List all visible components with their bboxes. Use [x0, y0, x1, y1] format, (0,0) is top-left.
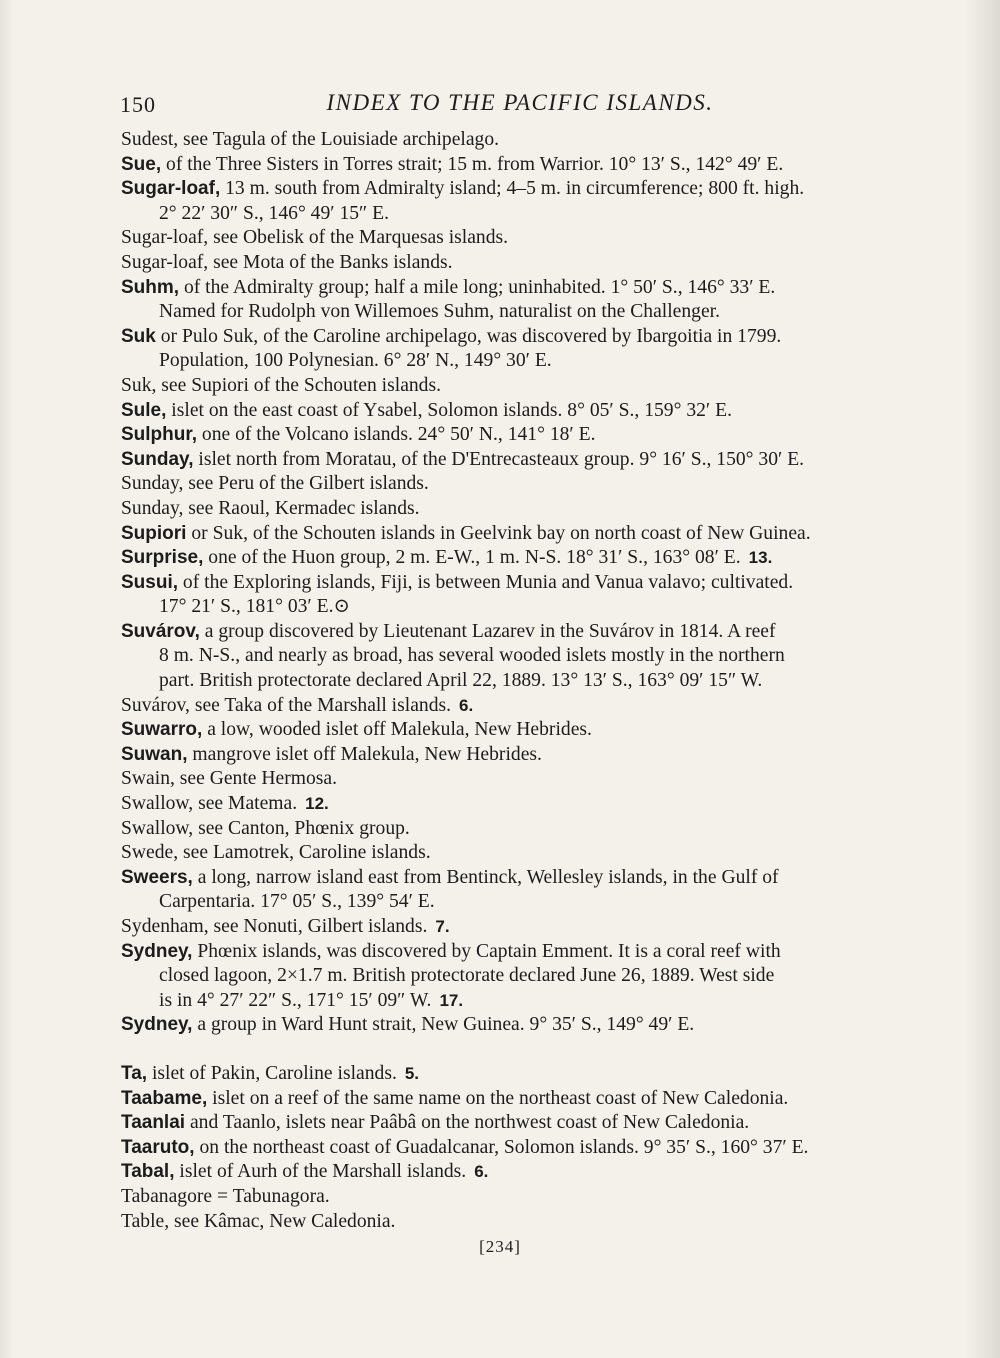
index-entry: [121, 177, 921, 226]
index-entry: [121, 522, 921, 547]
entry-first-line: [121, 128, 921, 153]
entry-text: a group discovered by Lieutenant Lazarev in the Suvárov in 1814. A reef: [199, 620, 776, 642]
entry-headword: Sule,: [121, 399, 167, 421]
index-entry: [121, 325, 921, 374]
entry-headword: Suvárov,: [121, 620, 200, 642]
entry-text: 17° 21′ S., 181° 03′ E.⊙: [159, 596, 350, 618]
entry-first-line: [121, 1185, 921, 1210]
entry-headword: Sydney,: [121, 940, 193, 962]
entry-first-line: [121, 448, 921, 473]
entry-text: Named for Rudolph von Willemoes Suhm, naturalist on the Challenger.: [159, 301, 720, 323]
entry-first-line: [121, 620, 921, 645]
index-entry: [121, 276, 921, 325]
section-gap: [121, 1038, 921, 1062]
entry-text: Phœnix islands, was discovered by Captain Emment. It is a coral reef with: [192, 940, 781, 962]
entry-headword: Surprise,: [121, 547, 204, 569]
entry-first-line: [121, 1160, 921, 1185]
index-entry: [121, 940, 921, 1014]
index-entry: [121, 1111, 921, 1136]
index-entry: [121, 718, 921, 743]
entry-headword: Supiori: [121, 522, 187, 544]
entry-text: one of the Huon group, 2 m. E-W., 1 m. N-S. 18° 31′ S., 163° 08′ E.: [203, 547, 741, 569]
entry-first-line: [121, 399, 921, 424]
entry-text: of the Admiralty group; half a mile long; uninhabited. 1° 50′ S., 146° 33′ E.: [179, 276, 776, 298]
page-number: 150: [120, 92, 156, 117]
entry-first-line: [121, 940, 921, 965]
entry-headword: Suwarro,: [121, 719, 203, 741]
entry-chart-reference: 13.: [748, 548, 773, 568]
entry-first-line: [121, 497, 921, 522]
entry-headword: Taaruto,: [121, 1136, 195, 1158]
entry-text: one of the Volcano islands. 24° 50′ N., 141° 18′ E.: [197, 424, 596, 446]
entry-chart-reference: 5.: [404, 1063, 420, 1083]
page-edge-right: [966, 0, 1000, 1358]
entry-text: Sunday, see Peru of the Gilbert islands.: [121, 473, 429, 495]
entry-continuation-line: [121, 349, 921, 374]
index-entry: [121, 128, 921, 153]
index-entry: [121, 546, 921, 571]
entry-chart-reference: 6.: [474, 1162, 489, 1182]
entry-text: Swallow, see Matema.: [121, 793, 298, 815]
index-entry: [121, 399, 921, 424]
entry-first-line: [121, 472, 921, 497]
index-entry: [121, 866, 921, 915]
entry-text: Suk, see Supiori of the Schouten islands.: [121, 374, 442, 396]
entry-text: 13 m. south from Admiralty island; 4–5 m. in circumference; 800 ft. high.: [220, 178, 805, 200]
entry-first-line: [121, 792, 921, 817]
entry-continuation-line: [121, 890, 921, 915]
entry-text: 8 m. N-S., and nearly as broad, has several wooded islets mostly in the northern: [159, 645, 785, 667]
entry-text: on the northeast coast of Guadalcanar, Solomon islands. 9° 35′ S., 160° 37′ E.: [194, 1136, 809, 1158]
entry-headword: Suhm,: [121, 276, 180, 298]
page-footer: [0, 1237, 1000, 1257]
entry-text: mangrove islet off Malekula, New Hebrides.: [187, 743, 542, 765]
entry-text: Sudest, see Tagula of the Louisiade archipelago.: [121, 129, 500, 150]
index-entry: [121, 251, 921, 276]
index-entry: [121, 767, 921, 792]
entry-text: islet north from Moratau, of the D'Entrecasteaux group. 9° 16′ S., 150° 30′ E.: [193, 448, 805, 470]
page-edge-left: [0, 0, 14, 1358]
entry-headword: Sweers,: [121, 866, 193, 888]
entry-chart-reference: 6.: [459, 695, 474, 715]
entry-first-line: [121, 767, 921, 792]
entry-headword: Sulphur,: [121, 424, 197, 446]
index-entry: [121, 497, 921, 522]
entry-text: a group in Ward Hunt strait, New Guinea. 9° 35′ S., 149° 49′ E.: [192, 1014, 695, 1036]
index-entry: [121, 694, 921, 719]
entry-first-line: [121, 423, 921, 448]
entry-text: 2° 22′ 30″ S., 146° 49′ 15″ E.: [159, 202, 389, 224]
entry-first-line: [121, 694, 921, 719]
index-entry: [121, 1087, 921, 1112]
index-entry: [121, 817, 921, 842]
entry-first-line: [121, 1062, 921, 1087]
entry-first-line: [121, 1087, 921, 1112]
entry-first-line: [121, 1111, 921, 1136]
entry-continuation-line: [121, 595, 921, 620]
index-entry: [121, 1062, 921, 1087]
entry-text: Swain, see Gente Hermosa.: [121, 768, 338, 790]
entry-headword: Sydney,: [121, 1014, 193, 1036]
index-entry: [121, 841, 921, 866]
entry-first-line: [121, 718, 921, 743]
entry-first-line: [121, 153, 921, 178]
entry-text: of the Exploring islands, Fiji, is between Munia and Vanua valavo; cultivated.: [178, 571, 794, 593]
entry-text: islet on a reef of the same name on the northeast coast of New Caledonia.: [207, 1087, 789, 1109]
entry-headword: Taabame,: [121, 1087, 208, 1109]
entry-text: islet of Aurh of the Marshall islands.: [174, 1161, 467, 1183]
index-entry: [121, 226, 921, 251]
entry-chart-reference: 17.: [439, 990, 464, 1010]
entry-headword: Sue,: [121, 153, 162, 175]
entry-first-line: [121, 374, 921, 399]
entry-text: closed lagoon, 2×1.7 m. British protectorate declared June 26, 1889. West side: [159, 965, 775, 987]
entry-first-line: [121, 276, 921, 301]
running-title: INDEX TO THE PACIFIC ISLANDS.: [326, 90, 714, 115]
index-entry: [121, 448, 921, 473]
entry-first-line: [121, 522, 921, 547]
entry-headword: Sugar-loaf,: [121, 178, 221, 200]
index-entry: [121, 153, 921, 178]
entry-continuation-line: [121, 669, 921, 694]
entry-continuation-line: [121, 989, 921, 1014]
entry-text: is in 4° 27′ 22″ S., 171° 15′ 09″ W.: [159, 989, 432, 1011]
index-entry: [121, 1210, 921, 1235]
entry-text: Sugar-loaf, see Obelisk of the Marquesas islands.: [121, 227, 509, 249]
index-entry: [121, 620, 921, 694]
index-entry: [121, 1160, 921, 1185]
index-entry: [121, 374, 921, 399]
entry-text: Suvárov, see Taka of the Marshall islands.: [121, 694, 452, 716]
entry-first-line: [121, 1210, 921, 1235]
entry-first-line: [121, 226, 921, 251]
index-entry: [121, 472, 921, 497]
entry-text: Carpentaria. 17° 05′ S., 139° 54′ E.: [159, 891, 435, 913]
entry-text: Tabanagore = Tabunagora.: [121, 1185, 330, 1207]
entry-text: islet on the east coast of Ysabel, Solomon islands. 8° 05′ S., 159° 32′ E.: [166, 399, 732, 421]
index-entry: [121, 423, 921, 448]
entry-text: Sugar-loaf, see Mota of the Banks islands.: [121, 251, 453, 273]
entry-headword: Tabal,: [121, 1161, 175, 1183]
entry-continuation-line: [121, 300, 921, 325]
index-entry: [121, 743, 921, 768]
entry-chart-reference: 7.: [435, 917, 450, 936]
entry-first-line: [121, 743, 921, 768]
entry-headword: Suk: [121, 325, 156, 347]
index-entry: [121, 1013, 921, 1038]
source-page-ref: [234]: [479, 1237, 521, 1256]
entry-text: Table, see Kâmac, New Caledonia.: [121, 1210, 396, 1232]
entry-headword: Susui,: [121, 571, 179, 593]
entry-first-line: [121, 841, 921, 866]
entry-headword: Suwan,: [121, 743, 188, 765]
entry-text: Sunday, see Raoul, Kermadec islands.: [121, 497, 420, 519]
entry-text: or Pulo Suk, of the Caroline archipelago, was discovered by Ibargoitia in 1799.: [155, 325, 782, 347]
entry-first-line: [121, 251, 921, 276]
entry-text: a low, wooded islet off Malekula, New Hebrides.: [202, 719, 592, 741]
entry-text: part. British protectorate declared April 22, 1889. 13° 13′ S., 163° 09′ 15″ W.: [159, 670, 763, 692]
index-entry: [121, 1185, 921, 1210]
index-entry: [121, 915, 921, 940]
index-entry: [121, 1136, 921, 1161]
index-entries: [121, 128, 921, 1234]
entry-first-line: [121, 817, 921, 842]
entry-first-line: [121, 546, 921, 571]
entry-first-line: [121, 915, 921, 940]
entry-first-line: [121, 1136, 921, 1161]
entry-first-line: [121, 177, 921, 202]
page-header: [120, 86, 920, 126]
index-entry: [121, 792, 921, 817]
entry-headword: Ta,: [121, 1062, 148, 1084]
entry-first-line: [121, 571, 921, 596]
entry-continuation-line: [121, 964, 921, 989]
entry-text: a long, narrow island east from Bentinck, Wellesley islands, in the Gulf of: [192, 866, 779, 888]
entry-first-line: [121, 866, 921, 891]
entry-continuation-line: [121, 202, 921, 227]
index-entry: [121, 571, 921, 620]
entry-text: Swede, see Lamotrek, Caroline islands.: [121, 842, 431, 864]
entry-first-line: [121, 1013, 921, 1038]
entry-chart-reference: 12.: [305, 794, 329, 814]
entry-text: or Suk, of the Schouten islands in Geelvink bay on north coast of New Guinea.: [186, 522, 811, 544]
entry-continuation-line: [121, 644, 921, 669]
entry-text: Population, 100 Polynesian. 6° 28′ N., 149° 30′ E.: [159, 350, 552, 372]
entry-text: Sydenham, see Nonuti, Gilbert islands.: [121, 916, 428, 937]
entry-headword: Taanlai: [121, 1112, 186, 1134]
entry-text: of the Three Sisters in Torres strait; 15 m. from Warrior. 10° 13′ S., 142° 49′ E.: [161, 153, 784, 175]
entry-text: islet of Pakin, Caroline islands.: [147, 1062, 397, 1084]
entry-text: Swallow, see Canton, Phœnix group.: [121, 817, 410, 839]
entry-headword: Sunday,: [121, 448, 194, 470]
entry-text: and Taanlo, islets near Paâbâ on the northwest coast of New Caledonia.: [185, 1112, 750, 1134]
entry-first-line: [121, 325, 921, 350]
